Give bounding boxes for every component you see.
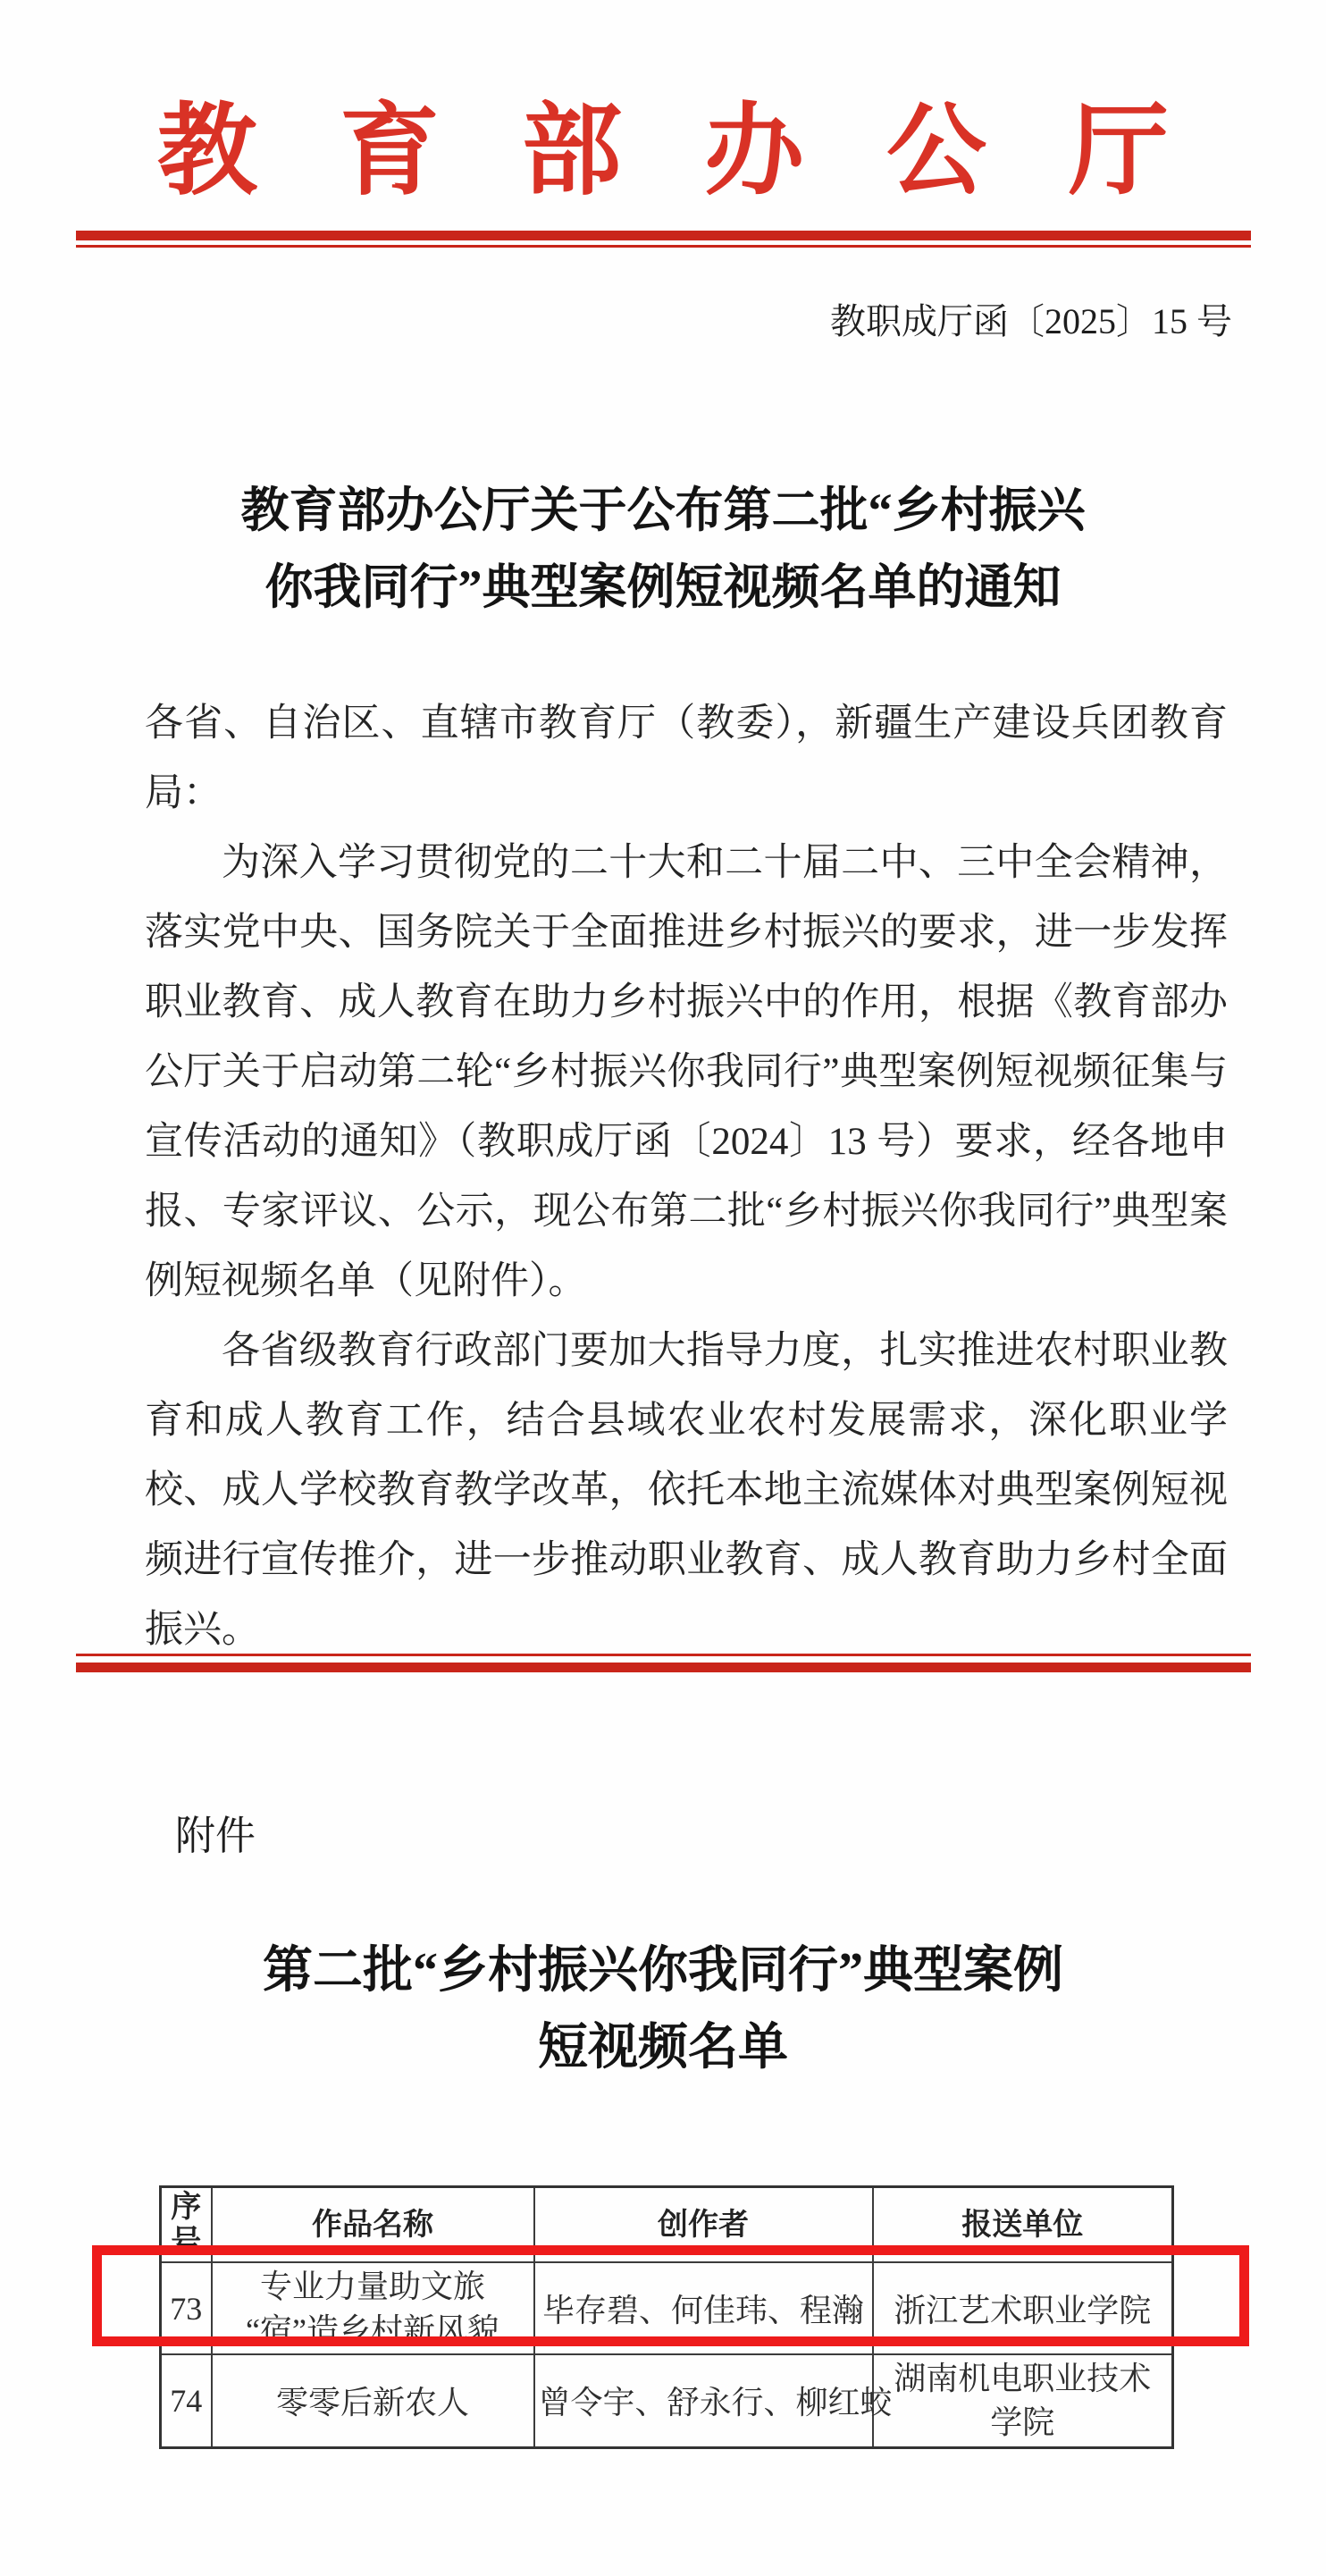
cell-creators-74: 曾令宇、舒永行、柳红蛟 <box>534 2354 873 2447</box>
cell-title-73-line-1: 专业力量助文旅 <box>259 2269 485 2305</box>
salutation-paragraph: 各省、自治区、直辖市教育厅（教委），新疆生产建设兵团教育局： <box>145 703 1228 814</box>
closing-rule-thick <box>76 1663 1251 1672</box>
document-title-line-1: 教育部办公厅关于公布第二批“乡村振兴 <box>240 484 1086 537</box>
cell-title-73-line-2: “宿”造乡村新风貌 <box>246 2311 499 2348</box>
header-submitting-unit: 报送单位 <box>873 2187 1173 2263</box>
document-title <box>0 472 1326 626</box>
table-row-73 <box>161 2262 1173 2354</box>
cell-creators-73: 毕存碧、何佳玮、程瀚 <box>534 2262 873 2354</box>
cell-unit-74 <box>873 2354 1173 2447</box>
cell-serial-74: 74 <box>161 2354 212 2447</box>
letterhead-rule-thick <box>76 231 1251 240</box>
cell-title-74: 零零后新农人 <box>212 2354 534 2447</box>
shortlist-table <box>159 2185 1174 2449</box>
document-body <box>145 689 1228 1665</box>
letterhead-rule-thin <box>76 245 1251 248</box>
agency-letterhead: 教育部办公厅 <box>157 97 1251 207</box>
header-serial-number: 序号 <box>161 2187 212 2263</box>
attachment-title <box>0 1932 1326 2086</box>
table-header-row <box>161 2187 1173 2263</box>
attachment-label: 附件 <box>175 1814 256 1858</box>
header-work-title: 作品名称 <box>212 2187 534 2263</box>
cell-unit-74-line-1: 湖南机电职业技术 <box>894 2361 1152 2397</box>
cell-unit-73: 浙江艺术职业学院 <box>873 2262 1173 2354</box>
table-row-74 <box>161 2354 1173 2447</box>
body-paragraph-2: 各省级教育行政部门要加大指导力度，扎实推进农村职业教育和成人教育工作，结合县域农业农村发展需求，深化职业学校、成人学校教育教学改革，依托本地主流媒体对典型案例短视频进行宣传推介，进一步推动职业教育、成人教育助力乡村全面振兴。 <box>145 1330 1228 1651</box>
body-paragraph-1: 为深入学习贯彻党的二十大和二十届二中、三中全会精神，落实党中央、国务院关于全面推进乡村振兴的要求，进一步发挥职业教育、成人教育在助力乡村振兴中的作用，根据《教育部办公厅关于启动第二轮“乡村振兴你我同行”典型案例短视频征集与宣传活动的通知》（教职成厅函〔2024〕13 号）要求，经各地申报、专家评议、公示，现公布第二批“乡村振兴你我同行”典型案例短视频名单（见附件）。 <box>145 842 1228 1302</box>
closing-rule-thin <box>76 1654 1251 1656</box>
cell-serial-73: 73 <box>161 2262 212 2354</box>
attachment-title-line-1: 第二批“乡村振兴你我同行”典型案例 <box>263 1943 1063 1999</box>
cell-unit-74-line-2: 学院 <box>990 2403 1055 2440</box>
header-creators: 创作者 <box>534 2187 873 2263</box>
document-number: 教职成厅函〔2025〕15 号 <box>830 301 1232 341</box>
cell-title-73 <box>212 2262 534 2354</box>
document-title-line-2: 你我同行”典型案例短视频名单的通知 <box>264 560 1062 614</box>
attachment-title-line-2: 短视频名单 <box>538 2020 788 2075</box>
